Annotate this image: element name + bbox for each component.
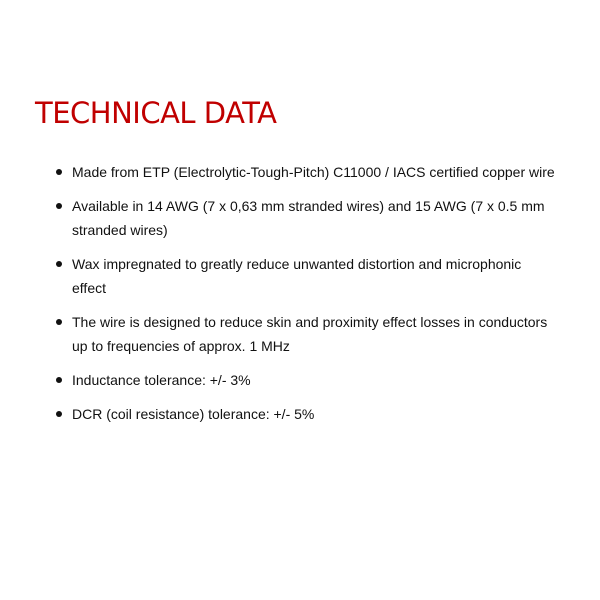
list-item	[56, 310, 556, 358]
list-item-text: Wax impregnated to greatly reduce unwanted distortion and microphonic effect	[72, 256, 522, 296]
list-item	[56, 160, 556, 184]
list-item	[56, 252, 556, 300]
list-item-text: Inductance tolerance: +/- 3%	[72, 372, 251, 388]
list-item-text: DCR (coil resistance) tolerance: +/- 5%	[72, 406, 315, 422]
bullet-icon	[56, 169, 62, 175]
bullet-icon	[56, 261, 62, 267]
list-item-text: Available in 14 AWG (7 x 0,63 mm stranded wires) and 15 AWG (7 x 0.5 mm stranded wires)	[72, 198, 545, 238]
list-item	[56, 194, 556, 242]
list-item	[56, 368, 556, 392]
bullet-icon	[56, 377, 62, 383]
list-item-text: The wire is designed to reduce skin and proximity effect losses in conductors up to frequencies of approx. 1 MHz	[72, 314, 548, 354]
list-item	[56, 402, 556, 426]
bullet-icon	[56, 319, 62, 325]
section-title: TECHNICAL DATA	[35, 96, 277, 130]
bullet-icon	[56, 411, 62, 417]
list-item-text: Made from ETP (Electrolytic-Tough-Pitch) C11000 / IACS certified copper wire	[72, 164, 555, 180]
bullet-icon	[56, 203, 62, 209]
technical-data-list	[56, 160, 556, 436]
